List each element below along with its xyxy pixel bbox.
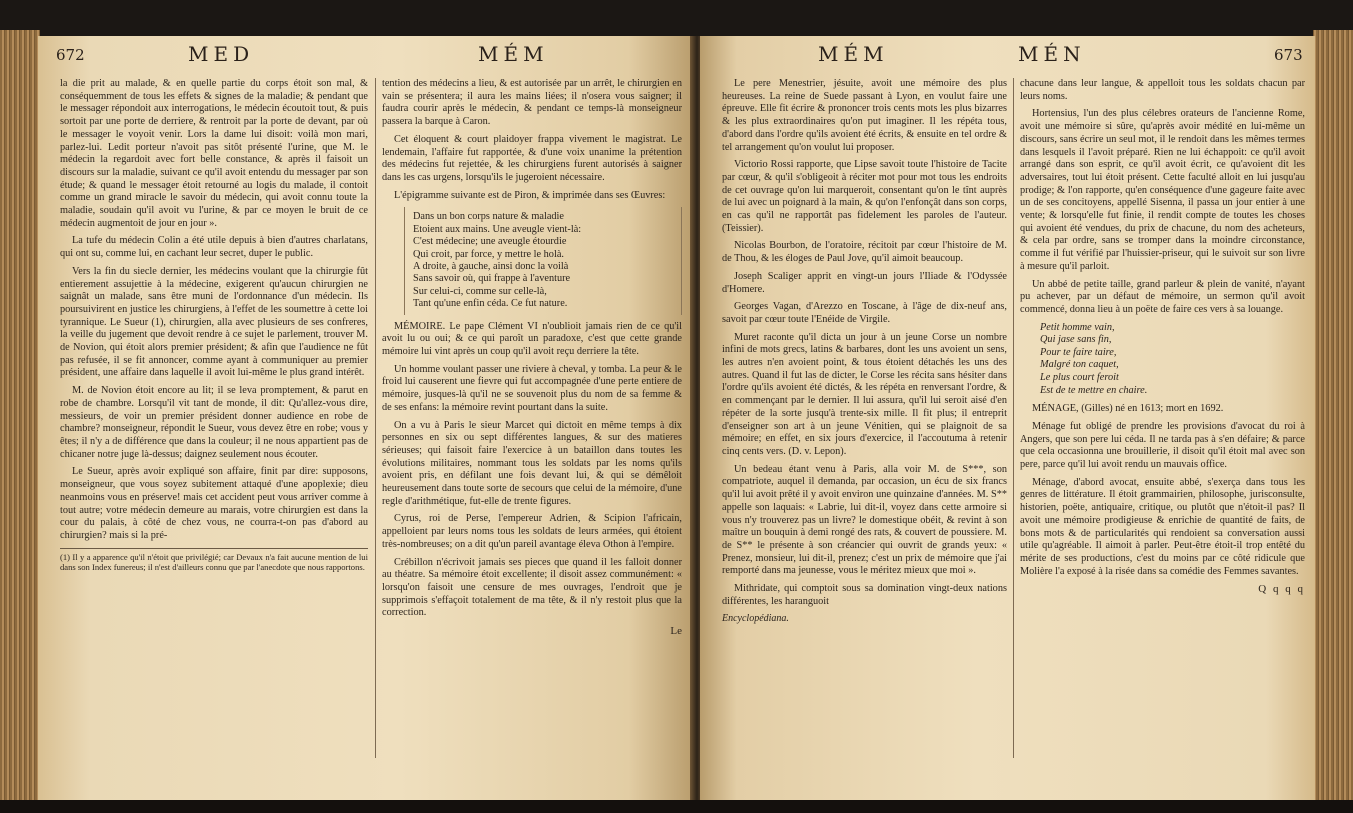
right-header-left-word: MÉM bbox=[818, 42, 889, 66]
verse-line: Petit homme vain, bbox=[1040, 321, 1115, 333]
paragraph: Ménage, d'abord avocat, ensuite abbé, s'exerça dans tous les genres de littérature. Il étoit grammairien, philosophe, jurisconsulte, historien, poëte, antiquaire, critique, ou plutôt que n'étoit-il pas? Il avoit une mémoire prodigieuse & enrichie de quantité de faits, de bons mots & de particularités qui rendoient sa conversation aussi utile qu'agréable. Il aimoit à parler. Peut-être étoit-il trop entêté du mérite de ses productions, c'est du moins par ce côté ridicule que Molière l'a exposé à la risée dans sa comédie des Femmes savantes. bbox=[1020, 476, 1305, 577]
verse-line: Qui jase sans fin, bbox=[1040, 334, 1112, 346]
paragraph: Nicolas Bourbon, de l'oratoire, récitoit par cœur l'histoire de M. de Thou, & les éloges de Paul Jove, qu'il aimoit beaucoup. bbox=[722, 240, 1007, 265]
paragraph: Mithridate, qui comptoit sous sa domination vingt-deux nations différentes, les haranguoit bbox=[722, 583, 1007, 607]
footnote: (1) Il y a apparence qu'il n'étoit que privilégié; car Devaux n'a fait aucune mention de lui dans son Index funereus; il n'est d'ailleurs connu que par l'anecdote que nous rapportons. bbox=[60, 548, 368, 573]
paragraph: Le pere Menestrier, jésuite, avoit une mémoire des plus heureuses. La reine de Suede passant à Lyon, en voulut faire une épreuve. Elle fit écrire & prononcer trois cents mots les plus bizarres & les plus extraordinaires qu'on put imaginer. Il les répéta tous, d'abord dans l'ordre qu'ils avoient été écrits, & ensuite en tel ordre & tel arrangement qu'on voulut lui proposer. bbox=[722, 78, 1007, 153]
right-page-column-1 bbox=[722, 78, 1007, 626]
right-header-right-word: MÉN bbox=[1018, 42, 1086, 66]
paragraph: L'épigramme suivante est de Piron, & imprimée dans ses Œuvres: bbox=[394, 189, 666, 201]
signature-mark: Encyclopédiana. bbox=[722, 613, 789, 625]
paragraph: Un abbé de petite taille, grand parleur & plein de vanité, n'ayant pu achever, par un défaut de mémoire, un sermon qu'il avoit commencé, donna lieu à un poëte de faire ces vers à sa louange. bbox=[1020, 278, 1305, 315]
verse-line: Sans savoir où, qui frappe à l'aventure bbox=[413, 273, 571, 285]
left-header-left-word: MED bbox=[188, 42, 255, 66]
paragraph: Joseph Scaliger apprit en vingt-un jours l'Iliade & l'Odyssée d'Homere. bbox=[722, 270, 1007, 295]
paragraph: tention des médecins a lieu, & est autorisée par un arrêt, le chirurgien en vain se présentera; il aura les mains liées; il n'osera vous saigner; il faudra courir après le médecin, & pendant ce temps-là monseigneur passera la barque à Caron. bbox=[382, 78, 682, 128]
paragraph: Un homme voulant passer une riviere à cheval, y tomba. La peur & le froid lui causerent une fievre qui fut accompagnée d'une perte entiere de mémoire, jusques-là qu'il ne se souvenoit plus du nom de sa femme & de ses enfans: la mémoire revint pourtant dans la suite. bbox=[382, 363, 682, 413]
verse-line: Dans un bon corps nature & maladie bbox=[413, 211, 564, 223]
paragraph: Georges Vagan, d'Arezzo en Toscane, à l'âge de dix-neuf ans, savoit par cœur toute l'Enéide de Virgile. bbox=[722, 301, 1007, 325]
paragraph: Un bedeau étant venu à Paris, alla voir M. de S***, son compatriote, auquel il demanda, par occasion, un écu de six francs qu'il lui avoit prêté il y avoit environ une quinzaine d'années. M. S** appelle son laquais: « Labrie, lui dit-il, voyez dans cette armoire si vous n'y trouverez pas un livre? le domestique obéit, & revint à son maître un bouquin à demi rongé des rats, & couvert de poussiere. M. de S** le présente à son créancier qui ouvrit de grands yeux: « Prenez, monsieur, lui dit-il, prenez; c'est un prix de mémoire que j'ai remporté dans ma jeunesse, vous le méritez mieux que moi ». bbox=[722, 463, 1007, 577]
verse-line: C'est médecine; une aveugle étourdie bbox=[413, 236, 567, 248]
left-header-right-word: MÉM bbox=[478, 42, 549, 66]
paragraph: la die prit au malade, & en quelle partie du corps étoit son mal, & conséquemment de tous les effets & signes de la maladie; & pendant que le messager répondoit aux interrogations, le médecin écoutoit tout, & puis sortoit par une porte de derriere, & rentroit par la porte de devant, par où le messager le voyoit venir. Lors la dame lui disoit: voilà mon mari, parlez-lui. Ledit porteur n'avoit pas sitôt présenté l'urine, que M. le médecin la regardoit avec fort belle constance, & après il faisoit un discours sur la maladie, suivant ce qu'il avoit entendu du messager par son étude; & quand le messager étoit retourné au logis du malade, il contoit comme un grand miracle le savoir du médecin, qui avoit connu toute la maladie, soudain qu'il avoit vu l'urine, & par ce moyen le bruit de ce médecin augmentoit de jour en jour ». bbox=[60, 78, 368, 229]
right-page-header bbox=[700, 42, 1315, 72]
abbe-verse bbox=[1040, 322, 1305, 398]
left-page-column-2 bbox=[382, 78, 682, 638]
verse-line: Qui croit, par force, y mettre le holà. bbox=[413, 248, 564, 260]
paragraph: Crébillon n'écrivoit jamais ses pieces que quand il les falloit donner au théatre. Sa mémoire étoit excellente; il disoit assez communément: « lorsqu'on faisoit une censure de mes ouvrages, l'endroit que je supprimois s'effaçoit totalement de ma tête, & il n'y restoit plus que la correction. bbox=[382, 556, 682, 619]
paragraph: Le Sueur, après avoir expliqué son affaire, finit par dire: supposons, monseigneur, que vous soyez subitement attaqué d'une apoplexie; dieu neanmoins vous en préserve! mais cet accident peut vous arriver comme à tout autre; votre médecin demeure au marais, votre chirurgien est dans la cour du palais, à côté de chez vous, ne courra-t-on pas d'abord au chirurgien? mais si la pré- bbox=[60, 466, 368, 541]
paragraph: Hortensius, l'un des plus célebres orateurs de l'ancienne Rome, avoit une mémoire si sûre, qu'après avoir médité en lui-même un discours, sans écrire un seul mot, il le rendoit dans les mêmes termes dans lesquels il l'avoit préparé. Rien ne lui échappoit: ce qu'il avoit arrangé dans son esprit, ce qu'il avoit écrit, ce qu'avoient dit les adversaires, tout lui étoit présent. Cette faculté alloit en lui jusqu'au prodige; & l'on rapporte, qu'en conséquence d'une gageure faite avec un de ses concitoyens, appellé Sisenna, il passa un jour entier à une vente; & lorsqu'elle fut finie, il rendit compte de toutes les choses qui avoient été vendues, du prix de chacune, du nom des acheteurs, & cela par ordre, sans se tromper dans la moindre circonstance, comme il fut vérifié par l'huissier-priseur, qui le suivoit sur son livre à mesure qu'il parloit. bbox=[1020, 108, 1305, 272]
left-page-column-1 bbox=[60, 78, 368, 572]
paragraph: chacune dans leur langue, & appelloit tous les soldats chacun par leurs noms. bbox=[1020, 78, 1305, 102]
paragraph: Ménage fut obligé de prendre les provisions d'avocat du roi à Angers, que son pere lui céda. Il ne tarda pas à s'en défaire; & parce que cela occasionna une brouillerie, il disoit qu'il étoit mal avec son pere, parce qu'il lui avoit rendu un mauvais office. bbox=[1020, 420, 1305, 471]
verse-line: Est de te mettre en chaire. bbox=[1040, 384, 1148, 396]
left-page-header bbox=[38, 42, 694, 72]
right-page-column-2 bbox=[1020, 78, 1305, 596]
page-edges-left bbox=[0, 30, 40, 800]
paragraph: M. de Novion étoit encore au lit; il se leva promptement, & parut en robe de chambre. Lorsqu'il vit tant de monde, il dit: Qu'allez-vous dire, messieurs, de voir un premier président donner audience en robe de chambre? monseigneur, répondit le Sueur, vous devez être en robe; vous y êtes; il n'y a de différence que dans la couleur; il ne nous appartient pas de chicaner notre juge là-dessus; daignez seulement nous écouter. bbox=[60, 385, 368, 460]
verse-line: Malgré ton caquet, bbox=[1040, 359, 1119, 371]
paragraph: MÉMOIRE. Le pape Clément VI n'oublioit jamais rien de ce qu'il avoit lu ou oui; & ce qui paroît un paradoxe, c'est que cette grande mémoire lui vint après un coup qu'il avoit reçu derriere la tête. bbox=[382, 320, 682, 357]
column-rule-left bbox=[375, 78, 376, 758]
catchword: Le bbox=[670, 625, 682, 638]
epigram-verse bbox=[404, 207, 682, 314]
verse-line: Le plus court feroit bbox=[1040, 372, 1119, 384]
paragraph: Victorio Rossi rapporte, que Lipse savoit toute l'histoire de Tacite par cœur, & qu'il s'obligeoit à réciter mot pour mot tous les endroits de cet ouvrage qu'on lui marqueroit, consentant qu'on le tînt auprès de lui avec un poignard à la main, & qu'on l'enfonçât dans son corps, en cas qu'il ne rapportât pas fidelement les paroles de l'auteur. (Teissier). bbox=[722, 159, 1007, 234]
verse-line: A droite, à gauche, ainsi donc la voilà bbox=[413, 260, 569, 272]
page-edges-right bbox=[1313, 30, 1353, 800]
paragraph: Muret raconte qu'il dicta un jour à un jeune Corse un nombre infini de mots grecs, latins & barbares, dont les uns avoient un sens, les autres n'en avoient point, & tous étoient détachés les uns des autres. Quand il fut las de dicter, le Corse les récita sans hésiter dans l'ordre qu'ils avoient été dictés, & les répéta en renversant l'ordre, & en commençant par le dernier. Il lui assura, qu'il lui seroit aisé d'en répéter de la sorte jusqu'à trente-six mille. Il fit plus; il entreprit d'enseigner son art à un jeune Vénitien, qui se plaignoit de sa mémoire; en effet, en six jours d'exercice, il l'accoutuma à retenir cinq cents vers. (D. v. Lepon). bbox=[722, 331, 1007, 457]
paragraph: Vers la fin du siecle dernier, les médecins voulant que la chirurgie fût entierement assujettie à la médecine, exigerent qu'aucun chirurgien ne saignât un malade, sans être muni de l'ordonnance d'un médecin. Ils poursuivirent en justice les chirurgiens, à l'effet de les soumettre à cette loi tyrannique. Le Sueur (1), chirurgien, alla avec plusieurs de ses confreres, la veille du jugement que devoit rendre à ce sujet le parlement, trouver M. de Novion, qui étoit alors premier président; & afin que l'audience ne fût pas refusée, il se fit annoncer, comme ayant à communiquer au premier président, une affaire dans laquelle il avoit lui-même le plus grand intérêt. bbox=[60, 265, 368, 379]
verse-line: Pour te faire taire, bbox=[1040, 346, 1117, 358]
paragraph: La tufe du médecin Colin a été utile depuis à bien d'autres charlatans, qui ont su, comme lui, en cachant leur secret, duper le public. bbox=[60, 235, 368, 260]
left-page-number: 672 bbox=[56, 46, 85, 64]
column-rule-right bbox=[1013, 78, 1014, 758]
paragraph: Cyrus, roi de Perse, l'empereur Adrien, & Scipion l'africain, appelloient par leurs noms tous les soldats de leurs armées, qui étoient très-nombreuses; on a dit qu'un pareil avantage éleva Othon à l'empire. bbox=[382, 513, 682, 550]
paragraph: MÉNAGE, (Gilles) né en 1613; mort en 1692. bbox=[1032, 403, 1224, 415]
right-page-number: 673 bbox=[1274, 46, 1303, 64]
verse-line: Tant qu'une enfin céda. Ce fut nature. bbox=[413, 298, 568, 310]
paragraph: Cet éloquent & court plaidoyer frappa vivement le magistrat. Le lendemain, l'affaire fut rapportée, & d'une voix unanime la prétention des médecins fut rejettée, & les chirurgiens furent autorisés à saigner dans les cas urgens, lorsqu'ils le jugeroient nécessaire. bbox=[382, 133, 682, 183]
paragraph: On a vu à Paris le sieur Marcet qui dictoit en même temps à dix personnes en six ou sept différentes langues, & sur des matieres sérieuses; qui faisoit faire l'exercice à un bataillon dans toutes les évolutions militaires, nommant tous les soldats par les noms qu'ils avoient pris, en défilant une fois devant lui, & qui se démêloit heureusement dans toute sorte de secours que celui de la mémoire, d'une regle d'arithmétique, fut-elle de trente figures. bbox=[382, 419, 682, 507]
verse-line: Etoient aux mains. Une aveugle vient-là: bbox=[413, 223, 582, 235]
signature-mark: Q q q q bbox=[1258, 583, 1305, 596]
verse-line: Sur celui-ci, comme sur celle-là, bbox=[413, 285, 547, 297]
bottom-shadow bbox=[0, 800, 1353, 813]
